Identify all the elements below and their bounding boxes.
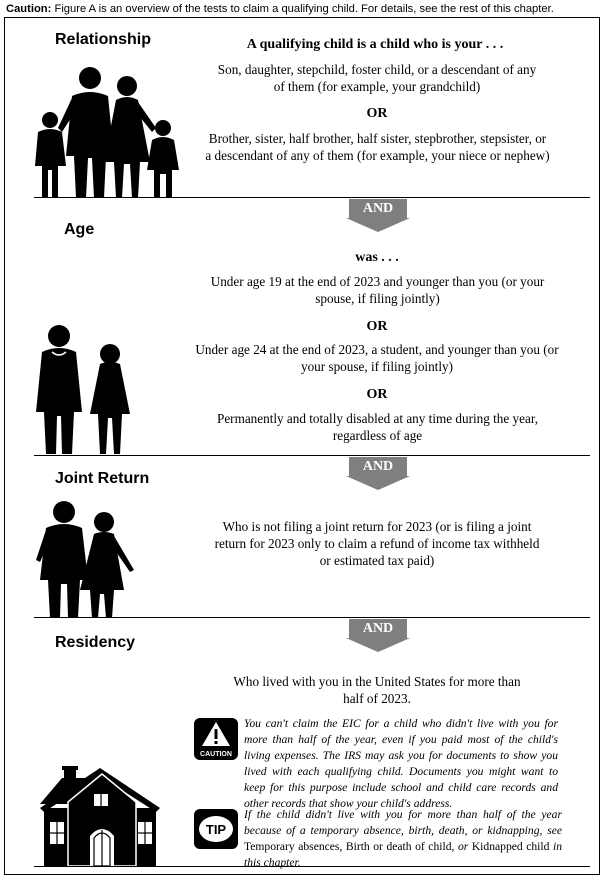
age-divider [34,455,590,456]
tip-icon [194,809,238,849]
relationship-or: OR [366,106,388,121]
residency-title: Residency [55,634,136,651]
caution-caption [6,2,598,16]
tip-or: or [457,840,469,853]
age-or-1: OR [366,319,388,334]
relationship-title: Relationship [55,31,152,48]
tip-see: see [547,824,562,837]
tip-text-1: If the child didn't live with you for more than half of the year because of a temporary absence, birth, death, or kidnapping, [244,808,562,837]
age-text-3: Permanently and totally disabled at any time during the year, regardless of age [216,411,538,443]
house-icon [40,764,160,868]
family-icon [32,66,182,200]
age-or-2: OR [366,387,388,402]
tip-note [244,807,562,871]
age-text-1: Under age 19 at the end of 2023 and younger than you (or your spouse, if filing jointly) [210,274,545,306]
tip-icon-label: TIP [205,822,227,837]
relationship-text-1: Son, daughter, stepchild, foster child, or a descendant of any of them (for example, your grandchild) [217,62,537,94]
joint-return-divider [34,617,590,618]
tip-end: in this chapter. [244,840,562,869]
tip-reference: Temporary absences, Birth or death of child, [244,840,455,853]
and-label-3: AND [362,621,394,636]
caution-icon [194,718,238,760]
residency-text: Who lived with you in the United States for more than half of 2023. [233,674,521,706]
caption-label: Caution: [6,3,52,15]
caution-icon-label: CAUTION [200,751,232,758]
age-text-2: Under age 24 at the end of 2023, a student, and younger than you (or your spouse, if filing jointly) [195,342,559,374]
and-arrow-3 [346,619,410,652]
caution-note: You can't claim the EIC for a child who didn't live with you for more than half of the year, even if you paid most of the child's living expenses. The IRS may ask you for documents to show you lived with each qualifying child. Documents you might want to keep for this purpose include school and child care records and other records that show your child's address. [244,717,558,810]
relationship-text-2: Brother, sister, half brother, half sister, stepbrother, stepsister, or a descendant of any of them (for example, your niece or nephew) [205,131,550,163]
joint-return-title: Joint Return [55,470,150,487]
and-arrow-2 [346,457,410,490]
relationship-divider [34,197,590,198]
two-children-icon [34,324,134,454]
and-label-2: AND [362,459,394,474]
relationship-heading: A qualifying child is a child who is your . . . [246,37,504,52]
and-label-1: AND [362,201,394,216]
residency-divider [34,866,590,867]
and-arrow-1 [346,199,410,232]
age-heading: was . . . [355,250,399,265]
couple-icon [34,500,138,618]
caption-text: Figure A is an overview of the tests to claim a qualifying child. For details, see the rest of this chapter. [54,3,554,15]
tip-reference-2: Kidnapped child [471,840,550,853]
age-title: Age [64,221,95,238]
joint-return-text: Who is not filing a joint return for 2023 (or is filing a joint return for 2023 only to claim a refund of income tax withheld or estimated tax paid) [214,519,540,568]
